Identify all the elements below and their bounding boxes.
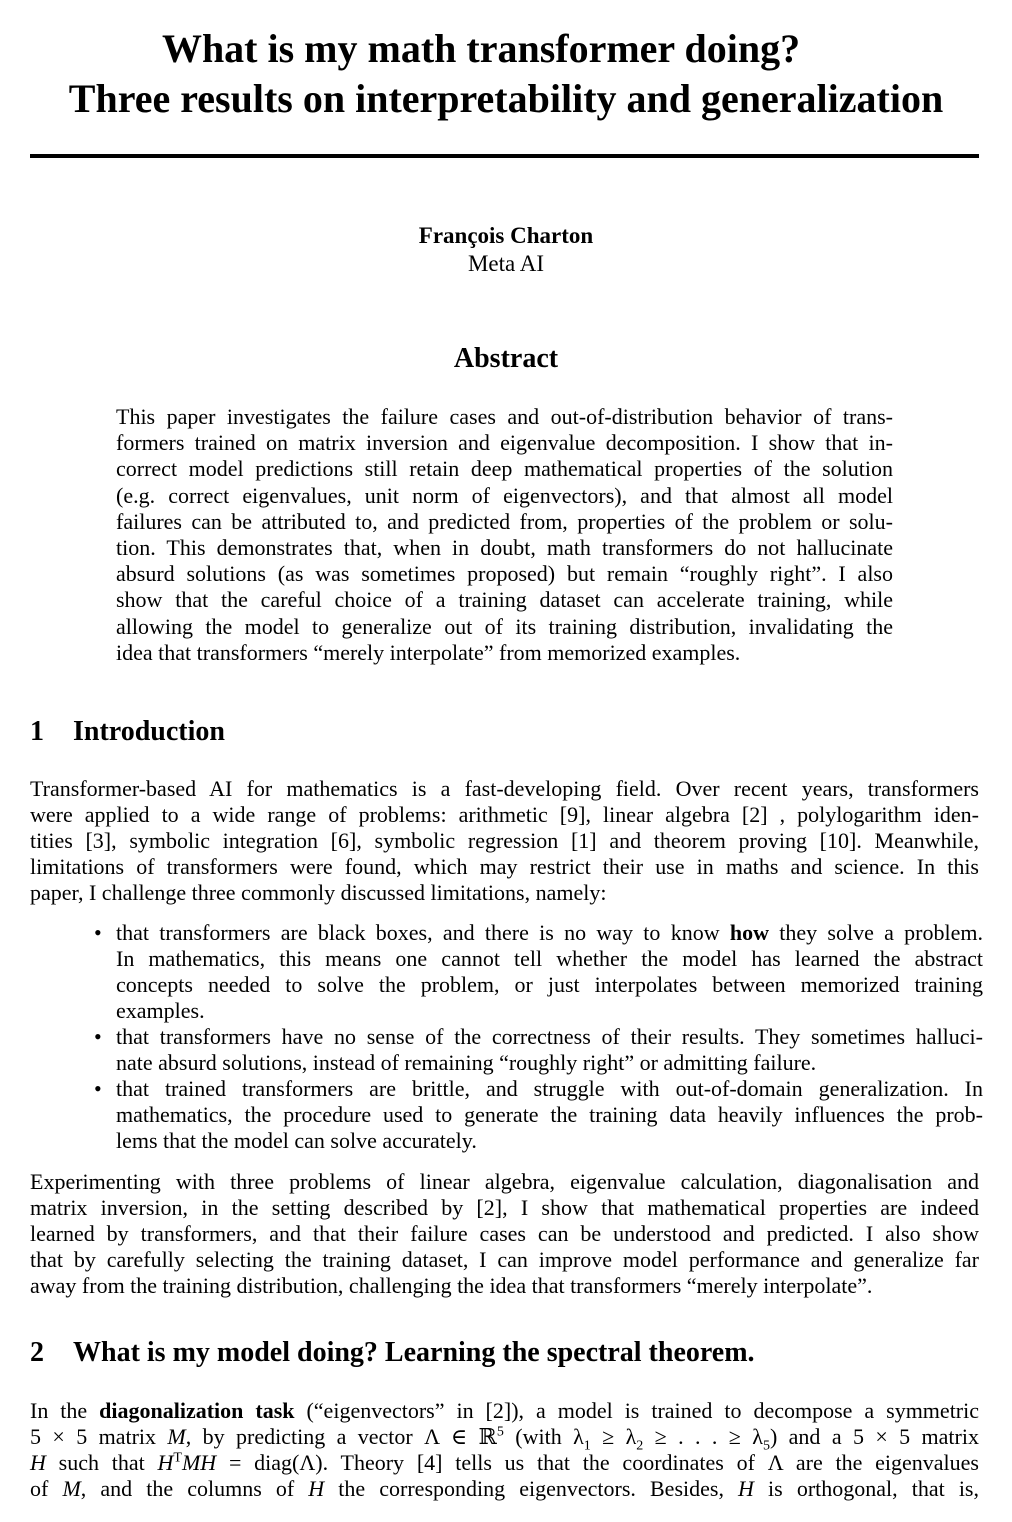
paragraph-line xyxy=(30,1398,979,1424)
abstract-line: correct model predictions still retain deep mathematical properties of the solution xyxy=(116,456,893,482)
author-block xyxy=(0,222,1012,278)
text-run: = diag(Λ). Theory [4] tells us that the coordinates of Λ are the eigenvalues xyxy=(216,1450,979,1475)
intro-paragraph-2 xyxy=(30,1169,979,1299)
paragraph-line: In mathematics, this means one cannot tell whether the model has learned the abstract xyxy=(116,946,983,971)
text-run: ≥ λ xyxy=(590,1424,637,1449)
abstract-line: allowing the model to generalize out of its training distribution, invalidating the xyxy=(116,613,893,639)
text-run: is orthogonal, that is, xyxy=(753,1476,979,1501)
abstract-line: show that the careful choice of a training dataset can accelerate training, while xyxy=(116,587,893,613)
paragraph-line: examples. xyxy=(116,998,205,1023)
paragraph-line xyxy=(30,1424,979,1454)
paper-title xyxy=(0,24,1012,124)
section-number: 2 xyxy=(30,1337,44,1368)
text-run: In the xyxy=(30,1398,100,1423)
paragraph-line xyxy=(30,1476,979,1502)
paragraph-line: matrix inversion, in the setting described by [2], I show that mathematical properties are indeed xyxy=(30,1195,979,1220)
subscript: 2 xyxy=(636,1438,644,1454)
text-run: (“eigenvectors” in [2]), a model is trained to decompose a symmetric xyxy=(294,1398,980,1423)
limitations-list xyxy=(30,920,983,1154)
paragraph-line: limitations of transformers were found, which may restrict their use in maths and science. In this xyxy=(30,854,979,879)
math-symbol: M xyxy=(167,1424,186,1449)
paragraph-line: that trained transformers are brittle, and struggle with out-of-domain generalization. In xyxy=(116,1076,983,1101)
section-title: What is my model doing? Learning the spectral theorem. xyxy=(73,1337,755,1368)
bold-term: diagonalization task xyxy=(99,1398,295,1423)
text-run: they solve a problem. xyxy=(768,920,983,945)
abstract-line: idea that transformers “merely interpolate” from memorized examples. xyxy=(116,639,741,665)
text-run: , by predicting a vector Λ ∈ ℝ xyxy=(185,1424,497,1449)
paragraph-line xyxy=(30,1450,979,1476)
text-run: such that xyxy=(45,1450,158,1475)
bold-term: how xyxy=(729,920,769,945)
abstract-line: This paper investigates the failure cases and out-of-distribution behavior of trans- xyxy=(116,404,893,429)
abstract-line: tion. This demonstrates that, when in doubt, math transformers do not hallucinate xyxy=(116,535,893,561)
abstract-line: absurd solutions (as was sometimes proposed) but remain “roughly right”. I also xyxy=(116,561,893,587)
abstract-line: (e.g. correct eigenvalues, unit norm of eigenvectors), and that almost all model xyxy=(116,482,893,508)
text-run: of xyxy=(30,1476,63,1501)
subscript: 5 xyxy=(762,1438,770,1454)
text-run: the corresponding eigenvectors. Besides, xyxy=(324,1476,739,1501)
abstract-line: formers trained on matrix inversion and eigenvalue decomposition. I show that in- xyxy=(116,430,893,456)
title-rule xyxy=(30,154,979,158)
math-symbol: H xyxy=(157,1450,174,1475)
paragraph-line: were applied to a wide range of problems: arithmetic [9], linear algebra [2] , polylogarithm iden- xyxy=(30,802,979,827)
bullet-marker: • xyxy=(94,1076,102,1101)
list-item xyxy=(30,1076,983,1154)
math-symbol: M xyxy=(62,1476,81,1501)
text-run: ≥ . . . ≥ λ xyxy=(643,1424,763,1449)
superscript: 5 xyxy=(496,1424,504,1440)
text-run: that transformers are black boxes, and there is no way to know xyxy=(116,920,730,945)
paragraph-line: that transformers have no sense of the correctness of their results. They sometimes halluci- xyxy=(116,1024,983,1049)
intro-paragraph-1 xyxy=(30,776,979,906)
paragraph-line: nate absurd solutions, instead of remaining “roughly right” or admitting failure. xyxy=(116,1050,817,1075)
section-2-paragraph xyxy=(30,1398,979,1502)
paragraph-line: paper, I challenge three commonly discussed limitations, namely: xyxy=(30,880,607,905)
section-number: 1 xyxy=(30,716,44,747)
superscript: T xyxy=(173,1450,182,1466)
abstract-body xyxy=(116,404,893,666)
abstract-heading: Abstract xyxy=(453,343,559,374)
title-line-1: What is my math transformer doing? xyxy=(161,26,801,71)
paragraph-line: learned by transformers, and that their failure cases can be understood and predicted. I also show xyxy=(30,1221,979,1246)
text-run: ) and a 5 × 5 matrix xyxy=(769,1424,979,1449)
paragraph-line: away from the training distribution, challenging the idea that transformers “merely interpolate”. xyxy=(30,1273,873,1298)
text-run: 5 × 5 matrix xyxy=(30,1424,168,1449)
paragraph-line: lems that the model can solve accurately. xyxy=(116,1128,477,1153)
abstract-line: failures can be attributed to, and predicted from, properties of the problem or solu- xyxy=(116,508,893,534)
title-line-2: Three results on interpretability and generalization xyxy=(68,76,944,121)
math-symbol: MH xyxy=(181,1450,217,1475)
section-1-heading xyxy=(30,715,225,749)
section-title: Introduction xyxy=(73,716,225,747)
math-symbol: H xyxy=(308,1476,325,1501)
bullet-marker: • xyxy=(94,1024,102,1049)
list-item xyxy=(30,1024,983,1076)
bullet-marker: • xyxy=(94,920,102,945)
text-run: (with λ xyxy=(503,1424,584,1449)
math-symbol: H xyxy=(738,1476,754,1501)
paragraph-line: that by carefully selecting the training dataset, I can improve model performance and generalize far xyxy=(30,1247,979,1272)
text-run: , and the columns of xyxy=(80,1476,309,1501)
paragraph-line: concepts needed to solve the problem, or just interpolates between memorized training xyxy=(116,972,983,997)
list-item xyxy=(30,920,983,1024)
section-2-heading xyxy=(30,1336,755,1370)
paragraph-line xyxy=(116,920,983,946)
paragraph-line: mathematics, the procedure used to generate the training data heavily influences the prob- xyxy=(116,1102,983,1127)
author-name: François Charton xyxy=(418,223,594,248)
math-symbol: H xyxy=(30,1450,46,1475)
paragraph-line: Transformer-based AI for mathematics is a fast-developing field. Over recent years, transformers xyxy=(30,776,979,801)
author-affiliation: Meta AI xyxy=(467,251,544,276)
subscript: 1 xyxy=(583,1438,591,1454)
paragraph-line: tities [3], symbolic integration [6], symbolic regression [1] and theorem proving [10]. Meanwhile, xyxy=(30,828,979,853)
paragraph-line: Experimenting with three problems of linear algebra, eigenvalue calculation, diagonalisation and xyxy=(30,1169,979,1194)
